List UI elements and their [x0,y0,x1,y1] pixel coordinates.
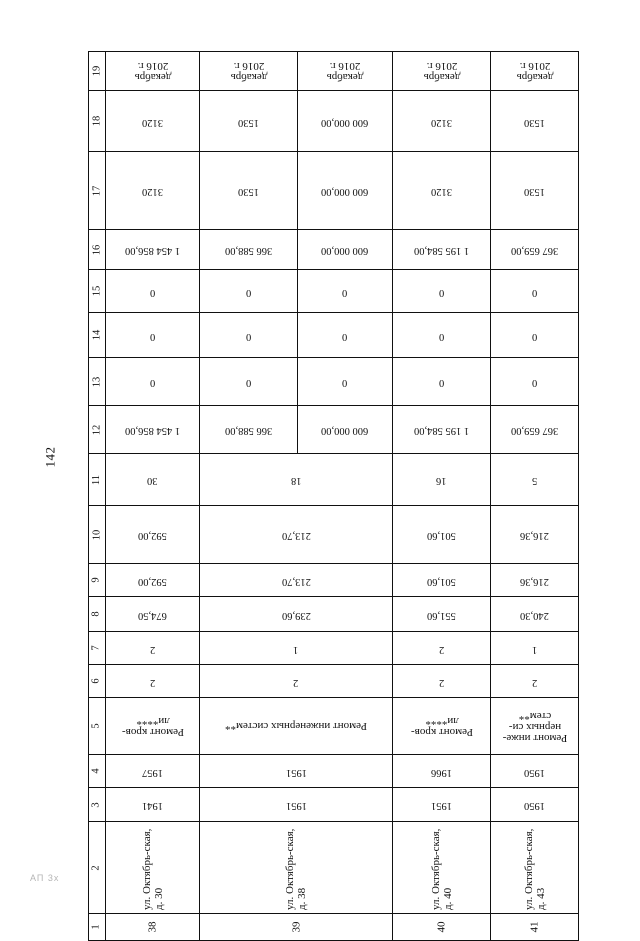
r40-residents: 16 [393,454,491,506]
r39-c14b: 0 [298,313,393,358]
r40-area-res: 501,60 [393,564,491,597]
col-number-1: 1 [89,914,106,941]
r41-floors: 2 [491,665,579,698]
r39-c13a: 0 [200,358,298,406]
r39-c16b: 600 000,00 [298,230,393,270]
r39-cost-a: 366 588,00 [200,406,298,454]
r40-year-built: 1951 [393,788,491,822]
r38-residents: 30 [106,454,200,506]
r39-deadline-b: декабрь 2016 г. [298,52,393,91]
r41-year-renov: 1950 [491,755,579,788]
r40-c14: 0 [393,313,491,358]
row-col-12 [89,406,579,454]
r38-year-built: 1941 [106,788,200,822]
row-col-6 [89,665,579,698]
r39-c17a: 1530 [200,152,298,230]
col-number-9: 9 [89,564,106,597]
r38-entrances: 2 [106,632,200,665]
col-number-6: 6 [89,665,106,698]
r39-address: ул. Октябрь-ская, д. 38 [200,822,393,914]
col-number-17: 17 [89,152,106,230]
r40-c18: 3120 [393,91,491,152]
r41-residents: 5 [491,454,579,506]
r38-c14: 0 [106,313,200,358]
r41-area-res: 216,36 [491,564,579,597]
r41-c15: 0 [491,270,579,313]
r40-address: ул. Октябрь-ская, д. 40 [393,822,491,914]
r41-work: Ремонт инже-нерных си-стем** [491,698,579,755]
col-number-7: 7 [89,632,106,665]
row-col-5 [89,698,579,755]
r41-area-total: 240,30 [491,597,579,632]
r39-c15b: 0 [298,270,393,313]
row-col-3 [89,788,579,822]
r38-cost: 1 454 856,00 [106,406,200,454]
r39-c18b: 600 000,00 [298,91,393,152]
row-col-16 [89,230,579,270]
r38-area-res: 592,00 [106,564,200,597]
watermark: АП 3х [30,873,60,883]
row-col-10 [89,506,579,564]
r38-work: Ремонт кров-ли**** [106,698,200,755]
r41-c16: 367 659,00 [491,230,579,270]
row-col-7 [89,632,579,665]
r39-c17b: 600 000,00 [298,152,393,230]
r38-area-total: 674,50 [106,597,200,632]
row-col-13 [89,358,579,406]
col-number-15: 15 [89,270,106,313]
r41-c13: 0 [491,358,579,406]
row-col-1 [89,914,579,941]
row-col-4 [89,755,579,788]
r38-c13: 0 [106,358,200,406]
r39-area-res: 213,70 [200,564,393,597]
r40-number: 40 [393,914,491,941]
row-col-15 [89,270,579,313]
r41-year-built: 1950 [491,788,579,822]
r41-cost: 367 659,00 [491,406,579,454]
row-col-19 [89,52,579,91]
r41-area-liv: 216,36 [491,506,579,564]
col-number-11: 11 [89,454,106,506]
r38-deadline: декабрь 2016 г. [106,52,200,91]
r40-area-liv: 501,60 [393,506,491,564]
r39-c14a: 0 [200,313,298,358]
col-number-3: 3 [89,788,106,822]
r39-year-built: 1951 [200,788,393,822]
col-number-19: 19 [89,52,106,91]
col-number-8: 8 [89,597,106,632]
col-number-2: 2 [89,822,106,914]
r40-c16: 1 195 584,00 [393,230,491,270]
col-number-18: 18 [89,91,106,152]
row-col-2 [89,822,579,914]
r40-area-total: 551,60 [393,597,491,632]
r41-c17: 1530 [491,152,579,230]
r38-number: 38 [106,914,200,941]
r40-entrances: 2 [393,632,491,665]
row-col-17 [89,152,579,230]
r38-c17: 3120 [106,152,200,230]
r39-c15a: 0 [200,270,298,313]
r38-year-renov: 1957 [106,755,200,788]
r38-c18: 3120 [106,91,200,152]
row-col-9 [89,564,579,597]
col-number-10: 10 [89,506,106,564]
col-number-5: 5 [89,698,106,755]
r39-number: 39 [200,914,393,941]
col-number-16: 16 [89,230,106,270]
r41-deadline: декабрь 2016 г. [491,52,579,91]
page-number: 142 [42,446,58,468]
col-number-4: 4 [89,755,106,788]
r39-c16a: 366 588,00 [200,230,298,270]
r39-year-renov: 1951 [200,755,393,788]
r40-year-renov: 1966 [393,755,491,788]
repair-program-table [88,51,579,941]
row-col-14 [89,313,579,358]
r40-c15: 0 [393,270,491,313]
r39-area-liv: 213,70 [200,506,393,564]
r40-floors: 2 [393,665,491,698]
r39-area-total: 239,60 [200,597,393,632]
r38-c15: 0 [106,270,200,313]
r39-entrances: 1 [200,632,393,665]
row-col-11 [89,454,579,506]
col-number-12: 12 [89,406,106,454]
r38-floors: 2 [106,665,200,698]
r38-address: ул. Октябрь-ская, д. 30 [106,822,200,914]
r40-c17: 3120 [393,152,491,230]
row-col-8 [89,597,579,632]
r39-work: Ремонт инженерных систем** [200,698,393,755]
r39-floors: 2 [200,665,393,698]
r40-deadline: декабрь 2016 г. [393,52,491,91]
row-col-18 [89,91,579,152]
r38-area-liv: 592,00 [106,506,200,564]
r39-c13b: 0 [298,358,393,406]
r40-c13: 0 [393,358,491,406]
col-number-13: 13 [89,358,106,406]
r38-c16: 1 454 856,00 [106,230,200,270]
col-number-14: 14 [89,313,106,358]
r39-c18a: 1530 [200,91,298,152]
r39-residents: 18 [200,454,393,506]
r41-entrances: 1 [491,632,579,665]
r41-c18: 1530 [491,91,579,152]
r39-cost-b: 600 000,00 [298,406,393,454]
r41-number: 41 [491,914,579,941]
r40-work: Ремонт кров-ли**** [393,698,491,755]
r39-deadline-a: декабрь 2016 г. [200,52,298,91]
r41-c14: 0 [491,313,579,358]
r41-address: ул. Октябрь-ская, д. 43 [491,822,579,914]
r40-cost: 1 195 584,00 [393,406,491,454]
